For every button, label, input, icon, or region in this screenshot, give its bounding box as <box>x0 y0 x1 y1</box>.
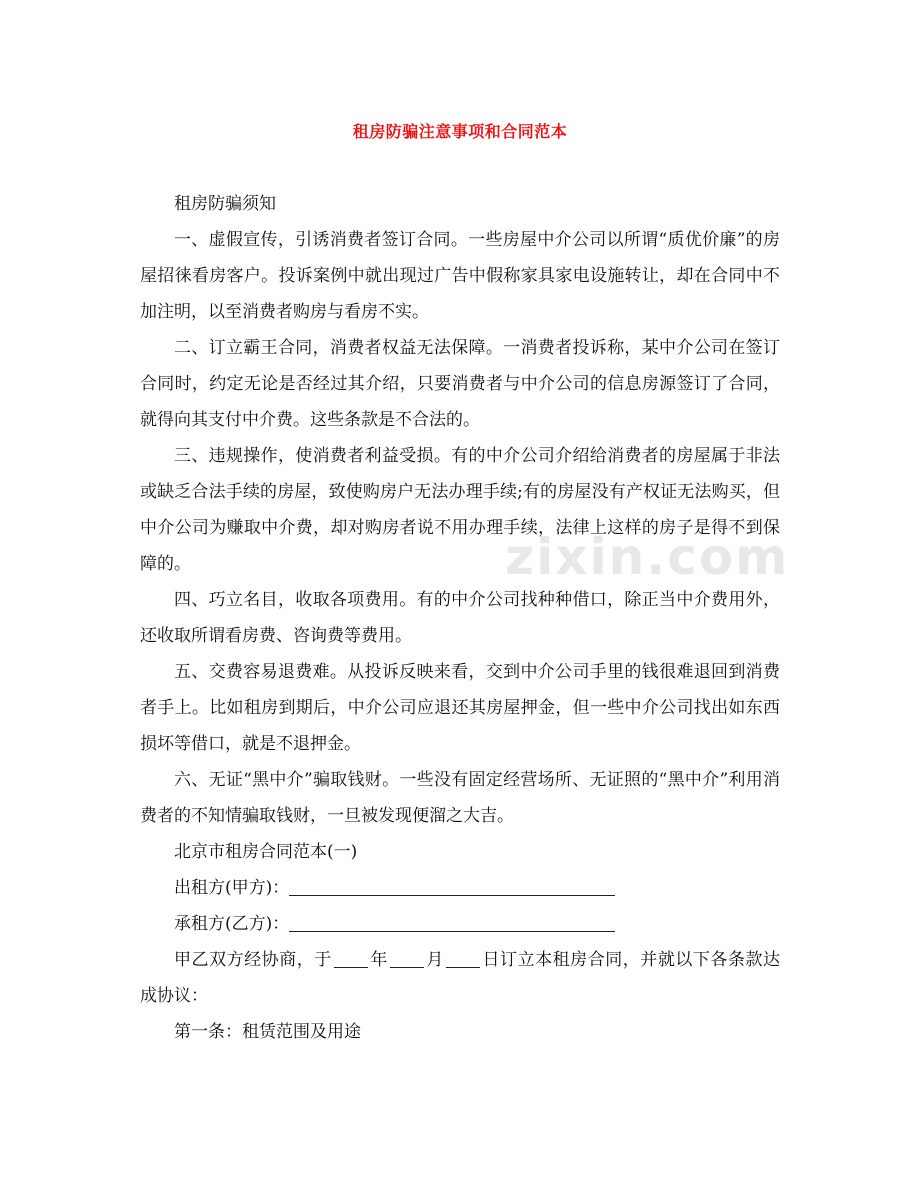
notice-item-3: 三、违规操作，使消费者利益受损。有的中介公司介绍给消费者的房屋属于非法或缺乏合法手续的房屋，致使购房户无法办理手续;有的房屋没有产权证无法购买，但中介公司为赚取中介费，却对购房者说不用办理手续，法律上这样的房子是得不到保障的。 <box>140 446 780 574</box>
article-1-heading: 第一条：租赁范围及用途 <box>174 1022 361 1042</box>
lessor-label: 出租方(甲方)： <box>174 878 290 898</box>
year-blank <box>334 949 368 968</box>
notice-item-1: 一、虚假宣传，引诱消费者签订合同。一些房屋中介公司以所谓“质优价廉”的房屋招徕看房客户。投诉案例中就出现过广告中假称家具家电设施转让，却在合同中不加注明，以至消费者购房与看房不实。 <box>140 230 780 322</box>
lessor-blank <box>289 877 615 896</box>
watermark: zixin.com <box>505 528 790 586</box>
notice-item-5: 五、交费容易退费难。从投诉反映来看，交到中介公司手里的钱很难退回到消费者手上。比如租房到期后，中介公司应退还其房屋押金，但一些中介公司找出如东西损坏等借口，就是不退押金。 <box>140 662 780 754</box>
notice-item-4: 四、巧立名目，收取各项费用。有的中介公司找种种借口，除正当中介费用外，还收取所谓看房费、咨询费等费用。 <box>140 590 780 646</box>
notice-item-6: 六、无证“黑中介”骗取钱财。一些没有固定经营场所、无证照的“黑中介”利用消费者的不知情骗取钱财，一旦被发现便溜之大吉。 <box>140 770 780 826</box>
year-label: 年 <box>369 950 388 970</box>
lessee-line <box>140 906 780 942</box>
month-label: 月 <box>425 950 444 970</box>
month-blank <box>390 949 424 968</box>
document-body <box>140 186 780 1050</box>
day-blank <box>446 949 480 968</box>
document-title: 租房防骗注意事项和合同范本 <box>352 122 568 141</box>
lessee-blank <box>289 913 615 932</box>
lessee-label: 承租方(乙方)： <box>174 914 290 934</box>
notice-item-2: 二、订立霸王合同，消费者权益无法保障。一消费者投诉称，某中介公司在签订合同时，约定无论是否经过其介绍，只要消费者与中介公司的信息房源签订了合同，就得向其支付中介费。这些条款是不合法的。 <box>140 338 780 430</box>
intro-heading: 租房防骗须知 <box>174 194 276 214</box>
agreement-line <box>140 942 780 1014</box>
agreement-text-2: 日订立本租房合同，并就以下各条款达成协议： <box>140 950 781 1006</box>
agreement-text-1: 甲乙双方经协商，于 <box>174 950 332 970</box>
contract-heading: 北京市租房合同范本(一) <box>174 842 358 862</box>
lessor-line <box>140 870 780 906</box>
